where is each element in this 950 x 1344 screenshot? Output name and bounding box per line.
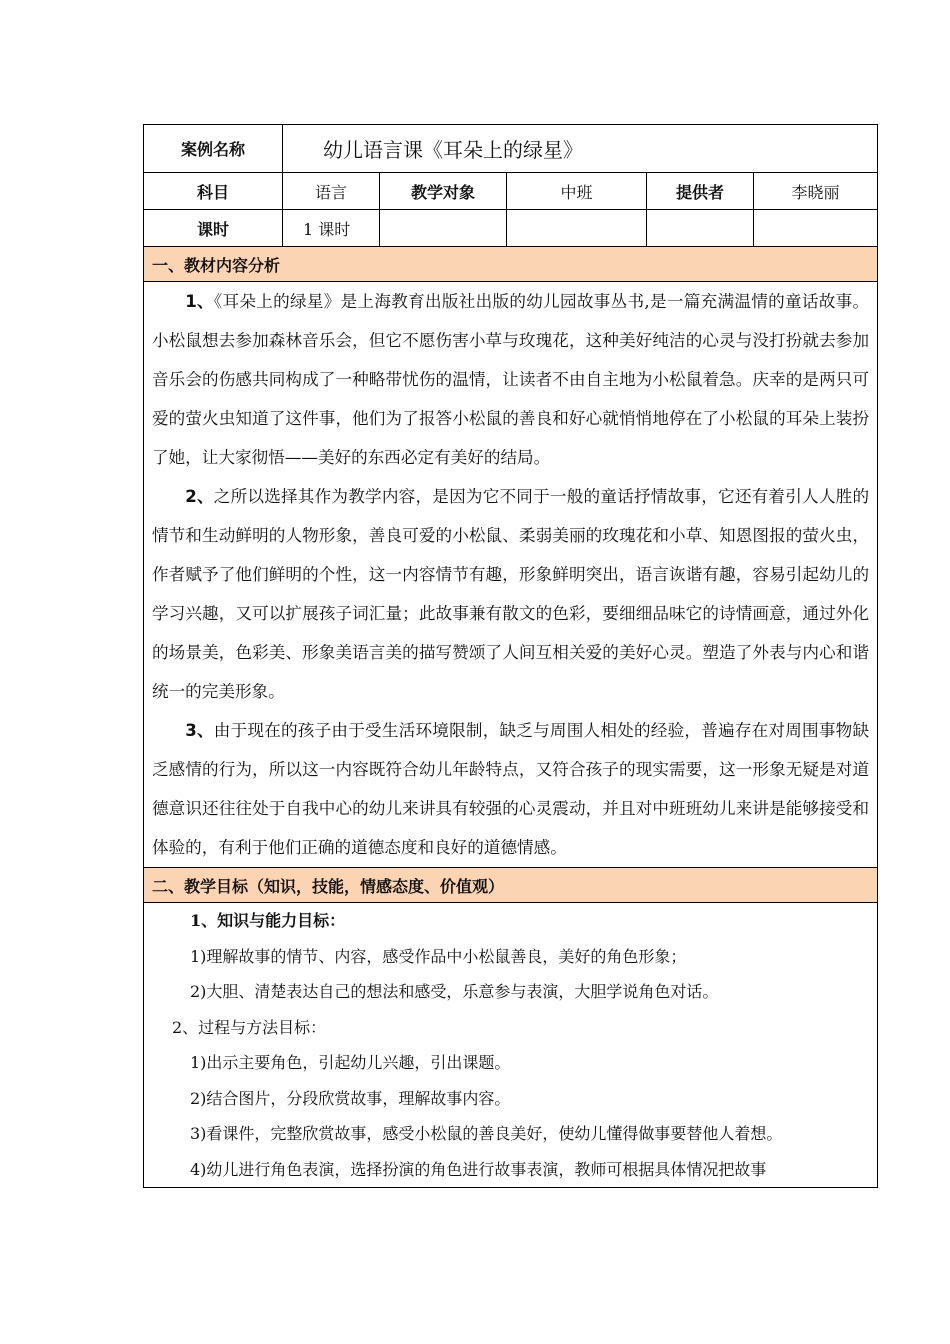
goal-item: 1)出示主要角色，引起幼儿兴趣，引出课题。 <box>190 1053 511 1072</box>
empty-cell <box>754 210 878 247</box>
section2-heading: 二、教学目标（知识，技能，情感态度、价值观） <box>144 868 878 903</box>
goal-item: 4)幼儿进行角色表演，选择扮演的角色进行故事表演，教师可根据具体情况把故事 <box>190 1159 767 1179</box>
target-label: 教学对象 <box>380 173 507 210</box>
section1-content-row <box>144 282 878 868</box>
hours-value: 1 课时 <box>283 210 380 247</box>
section2-content-row <box>144 903 878 1188</box>
section1-heading: 一、教材内容分析 <box>144 247 878 282</box>
goal-item: 3)看课件，完整欣赏故事，感受小松鼠的善良美好，使幼儿懂得做事要替他人着想。 <box>190 1124 783 1143</box>
case-name-value: 幼儿语言课《耳朵上的绿星》 <box>283 125 878 173</box>
knowledge-goal-heading: 1、知识与能力目标： <box>190 911 346 930</box>
section1-heading-row <box>144 247 878 282</box>
analysis-paragraph: 2、之所以选择其作为教学内容，是因为它不同于一般的童话抒情故事，它还有着引人人胜的情节和生动鲜明的人物形象，善良可爱的小松鼠、柔弱美丽的玫瑰花和小草、知恩图报的萤火虫，作者赋予了他们鲜明的个性，这一内容情节有趣，形象鲜明突出，语言诙谐有趣，容易引起幼儿的学习兴趣，又可以扩展孩子词汇量；此故事兼有散文的色彩，要细细品味它的诗情画意，通过外化的场景美，色彩美、形象美语言美的描写赞颂了人间互相关爱的美好心灵。塑造了外表与内心和谐统一的完美形象。 <box>152 487 870 701</box>
empty-cell <box>507 210 647 247</box>
goal-item: 1)理解故事的情节、内容，感受作品中小松鼠善良，美好的角色形象； <box>190 946 687 966</box>
subject-value: 语言 <box>283 173 380 210</box>
lesson-plan-document <box>143 124 877 1188</box>
section2-heading-row <box>144 868 878 903</box>
goal-item: 2)结合图片，分段欣赏故事，理解故事内容。 <box>190 1088 511 1108</box>
subject-row <box>144 173 878 210</box>
empty-cell <box>647 210 754 247</box>
section1-content <box>144 282 878 868</box>
section2-content <box>144 903 878 1188</box>
subject-label: 科目 <box>144 173 283 210</box>
case-name-label: 案例名称 <box>144 125 283 173</box>
empty-cell <box>380 210 507 247</box>
process-goal-heading: 2、过程与方法目标： <box>172 1017 327 1037</box>
target-value: 中班 <box>507 173 647 210</box>
provider-value: 李晓丽 <box>754 173 878 210</box>
analysis-paragraph: 3、由于现在的孩子由于受生活环境限制，缺乏与周围人相处的经验，普遍存在对周围事物缺乏感情的行为，所以这一内容既符合幼儿年龄特点，又符合孩子的现实需要，这一形象无疑是对道德意识还往往处于自我中心的幼儿来讲具有较强的心灵震动，并且对中班班幼儿来讲是能够接受和体验的，有利于他们正确的道德态度和良好的道德情感。 <box>152 721 870 857</box>
analysis-paragraph: 1、《耳朵上的绿星》是上海教育出版社出版的幼儿园故事丛书,是一篇充满温情的童话故事。小松鼠想去参加森林音乐会，但它不愿伤害小草与玫瑰花，这种美好纯洁的心灵与没打扮就去参加音乐会的伤感共同构成了一种略带忧伤的温情，让读者不由自主地为小松鼠着急。庆幸的是两只可爱的萤火虫知道了这件事，他们为了报答小松鼠的善良和好心就悄悄地停在了小松鼠的耳朵上装扮了她，让大家彻悟——美好的东西必定有美好的结局。 <box>152 292 870 467</box>
hours-label: 课时 <box>144 210 283 247</box>
hours-row <box>144 210 878 247</box>
goal-item: 2)大胆、清楚表达自己的想法和感受，乐意参与表演，大胆学说角色对话。 <box>190 982 719 1001</box>
provider-label: 提供者 <box>647 173 754 210</box>
case-name-row <box>144 125 878 173</box>
lesson-plan-table <box>143 124 878 1188</box>
